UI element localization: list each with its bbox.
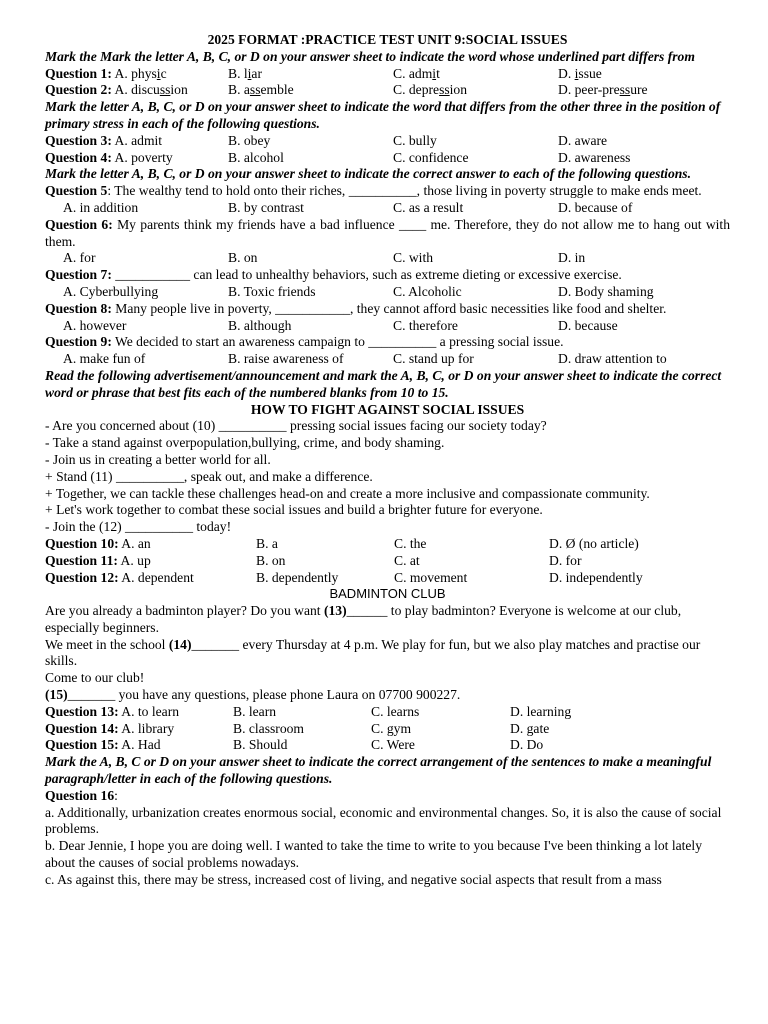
option-d: D. Ø (no article) — [549, 535, 639, 551]
instruction-pronunciation: Mark the Mark the letter A, B, C, or D on your answer sheet to indicate the word whose underlined part differs from — [45, 48, 695, 64]
option-b: B. raise awareness of — [228, 351, 344, 367]
instruction-arrangement: Mark the A, B, C or D on your answer sheet to indicate the correct arrangement of the sentences to make a meaningful paragraph/letter in each of the following questions. — [45, 754, 712, 787]
ad-line: + Stand (11) __________, speak out, and make a difference. — [45, 468, 373, 484]
option-c: C. Alcoholic — [393, 283, 462, 299]
ad-line: - Join the (12) __________ today! — [45, 519, 232, 535]
option-b: B. classroom — [233, 720, 304, 736]
option-d: D. because — [558, 317, 618, 333]
option-d: D. in — [558, 250, 586, 266]
option-a: A. up — [117, 552, 151, 568]
option-d: D. learning — [510, 703, 572, 719]
question-16-label: Question 16: — [45, 787, 118, 803]
option-a: A. Had — [118, 737, 161, 753]
club-heading: BADMINTON CLUB — [329, 586, 446, 602]
question-label: Question 2: — [45, 82, 112, 98]
option-c: C. Were — [371, 737, 415, 753]
question-label: Question 11: — [45, 552, 118, 568]
option-a: A. admit — [114, 132, 163, 148]
question-15 — [45, 737, 730, 754]
question-8-stem: Question 8: Many people live in poverty, ___________, they cannot afford basic necessities like food and shelter. — [45, 300, 667, 316]
option-c: C. confidence — [393, 149, 469, 165]
option-d: D. gate — [510, 720, 550, 736]
question-10 — [45, 536, 730, 553]
question-13 — [45, 704, 730, 721]
club-paragraph-2: We meet in the school (14)_______ every Thursday at 4 p.m. We play for fun, but we also play matches and practise our skills. — [45, 636, 701, 669]
option-b: B. alcohol — [228, 149, 284, 165]
option-b: B. dependently — [256, 569, 339, 585]
club-paragraph-4: (15)_______ you have any questions, please phone Laura on 07700 900227. — [45, 687, 461, 703]
option-c: C. at — [394, 552, 420, 568]
option-a: A. to learn — [118, 703, 180, 719]
question-6-options — [45, 250, 730, 267]
question-label: Question 15: — [45, 737, 119, 753]
question-label: Question 3: — [45, 132, 112, 148]
question-5-stem: Question 5: The wealthy tend to hold onto their riches, __________, those living in poverty struggle to make ends meet. — [45, 183, 702, 199]
option-a: A. library — [118, 720, 175, 736]
option-a: A. physic — [114, 65, 167, 81]
option-d: D. Body shaming — [558, 283, 654, 299]
ad-line: + Together, we can tackle these challenges head-on and create a more inclusive and compassionate community. — [45, 485, 650, 501]
option-c: C. admit — [393, 65, 440, 81]
club-paragraph-3: Come to our club! — [45, 670, 145, 686]
instruction-correct-answer: Mark the letter A, B, C, or D on your answer sheet to indicate the correct answer to each of the following questions. — [45, 166, 691, 182]
option-a: A. discussion — [114, 82, 188, 98]
option-a: A. make fun of — [63, 351, 146, 367]
option-c: C. learns — [371, 703, 420, 719]
question-2 — [45, 82, 730, 99]
option-b: B. obey — [228, 132, 271, 148]
option-b: B. by contrast — [228, 199, 304, 215]
question-14 — [45, 721, 730, 738]
option-a: A. poverty — [114, 149, 173, 165]
option-a: A. Cyberbullying — [63, 283, 159, 299]
instruction-stress: Mark the letter A, B, C, or D on your answer sheet to indicate the word that differs from the other three in the position of primary stress in each of the following questions. — [45, 99, 721, 131]
option-d: D. because of — [558, 199, 633, 215]
option-a: A. however — [63, 317, 127, 333]
option-a: A. in addition — [63, 199, 139, 215]
option-d: D. Do — [510, 737, 544, 753]
option-b: B. Should — [233, 737, 288, 753]
sentence-c: c. As against this, there may be stress, increased cost of living, and negative social aspects that result from a mass — [45, 871, 662, 887]
option-d: D. draw attention to — [558, 351, 667, 367]
option-a: A. for — [63, 250, 96, 266]
question-label: Question 1: — [45, 65, 112, 81]
option-c: C. depression — [393, 82, 468, 98]
option-b: B. learn — [233, 703, 277, 719]
ad-line: - Take a stand against overpopulation,bullying, crime, and body shaming. — [45, 435, 445, 451]
ad-line: - Are you concerned about (10) __________ pressing social issues facing our society today? — [45, 418, 547, 434]
ad-line: + Let's work together to combat these social issues and build a brighter future for everyone. — [45, 502, 543, 518]
option-c: C. movement — [394, 569, 468, 585]
option-c: C. stand up for — [393, 351, 474, 367]
option-b: B. assemble — [228, 82, 294, 98]
instruction-cloze: Read the following advertisement/announcement and mark the A, B, C, or D on your answer sheet to indicate the correct word or phrase that best fits each of the numbered blanks from 10 to 15. — [45, 367, 722, 400]
question-6-stem: Question 6: My parents think my friends have a bad influence ____ me. Therefore, they do not allow me to hang out with them. — [45, 216, 730, 249]
question-11 — [45, 553, 730, 570]
question-1 — [45, 66, 730, 83]
question-9-stem: Question 9: We decided to start an awareness campaign to __________ a pressing social issue. — [45, 334, 564, 350]
option-b: B. Toxic friends — [228, 283, 316, 299]
option-c: C. as a result — [393, 199, 464, 215]
option-d: D. for — [549, 552, 582, 568]
option-b: B. on — [256, 552, 286, 568]
option-d: D. aware — [558, 132, 608, 148]
page-title: 2025 FORMAT :PRACTICE TEST UNIT 9:SOCIAL ISSUES — [207, 32, 568, 47]
question-9-options — [45, 351, 730, 368]
option-c: C. the — [394, 535, 427, 551]
question-label: Question 13: — [45, 703, 119, 719]
option-d: D. awareness — [558, 149, 631, 165]
question-4 — [45, 150, 730, 167]
question-12 — [45, 570, 730, 587]
option-c: C. therefore — [393, 317, 458, 333]
option-d: D. independently — [549, 569, 643, 585]
advertisement-heading: HOW TO FIGHT AGAINST SOCIAL ISSUES — [250, 401, 525, 417]
question-5-options — [45, 200, 730, 217]
question-label: Question 10: — [45, 535, 119, 551]
question-8-options — [45, 318, 730, 335]
question-7-options — [45, 284, 730, 301]
sentence-a: a. Additionally, urbanization creates enormous social, economic and environmental changes. So, it is also the cause of social problems. — [45, 804, 722, 837]
option-d: D. issue — [558, 65, 602, 81]
question-3 — [45, 133, 730, 150]
option-d: D. peer-pressure — [558, 82, 648, 98]
question-label: Question 12: — [45, 569, 119, 585]
question-7-stem: Question 7: ___________ can lead to unhealthy behaviors, such as extreme dieting or excessive exercise. — [45, 267, 622, 283]
option-b: B. liar — [228, 65, 262, 81]
option-b: B. a — [256, 535, 278, 551]
sentence-b: b. Dear Jennie, I hope you are doing well. I wanted to take the time to write to you because I've been thinking a lot lately about the causes of social problems nowadays. — [45, 838, 703, 871]
option-c: C. with — [393, 250, 434, 266]
ad-line: - Join us in creating a better world for all. — [45, 451, 271, 467]
question-label: Question 4: — [45, 149, 112, 165]
option-a: A. dependent — [118, 569, 194, 585]
option-a: A. an — [118, 535, 151, 551]
option-b: B. although — [228, 317, 292, 333]
option-c: C. gym — [371, 720, 412, 736]
option-c: C. bully — [393, 132, 437, 148]
question-label: Question 14: — [45, 720, 119, 736]
club-paragraph-1: Are you already a badminton player? Do you want (13)______ to play badminton? Everyone is welcome at our club, especially beginners. — [45, 603, 682, 635]
option-b: B. on — [228, 250, 258, 266]
